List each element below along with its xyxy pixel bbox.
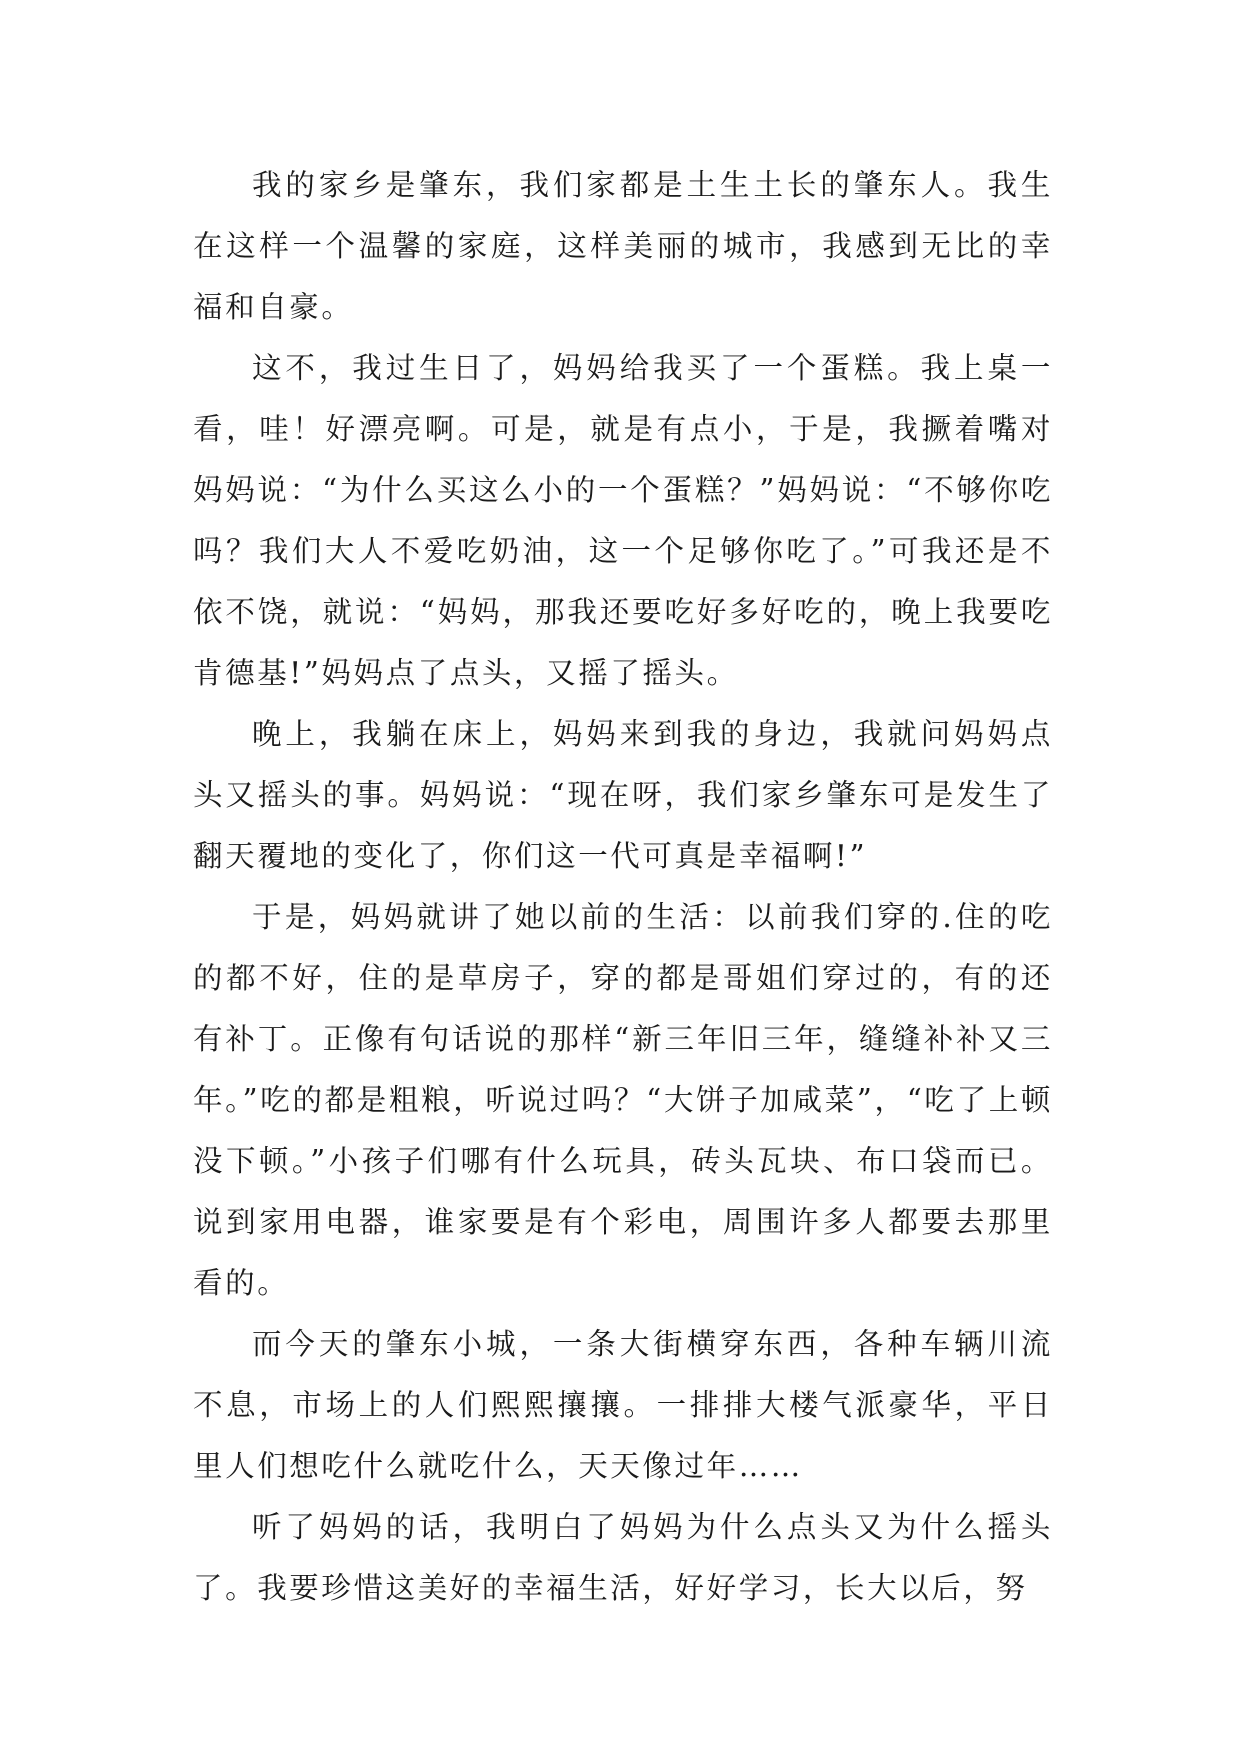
paragraph-evening-question: 晚上，我躺在床上，妈妈来到我的身边，我就问妈妈点头又摇头的事。妈妈说：“现在呀，我们家乡肇东可是发生了翻天覆地的变化了，你们这一代可真是幸福啊!” xyxy=(193,717,1053,873)
paragraph-past-life: 于是，妈妈就讲了她以前的生活：以前我们穿的.住的吃的都不好，住的是草房子，穿的都是哥姐们穿过的，有的还有补丁。正像有句话说的那样“新三年旧三年，缝缝补补又三年。”吃的都是粗粮，听说过吗？“大饼子加咸菜”，“吃了上顿没下顿。”小孩子们哪有什么玩具，砖头瓦块、布口袋而已。说到家用电器，谁家要是有个彩电，周围许多人都要去那里看的。 xyxy=(193,900,1053,1300)
paragraph-conclusion: 听了妈妈的话，我明白了妈妈为什么点头又为什么摇头了。我要珍惜这美好的幸福生活，好好学习，长大以后，努 xyxy=(193,1510,1053,1605)
paragraph-birthday-cake: 这不，我过生日了，妈妈给我买了一个蛋糕。我上桌一看，哇！好漂亮啊。可是，就是有点小，于是，我撅着嘴对妈妈说：“为什么买这么小的一个蛋糕？”妈妈说：“不够你吃吗？我们大人不爱吃奶油，这一个足够你吃了。”可我还是不依不饶，就说：“妈妈，那我还要吃好多好吃的，晚上我要吃肯德基!”妈妈点了点头，又摇了摇头。 xyxy=(193,351,1053,690)
essay-body xyxy=(193,155,1053,1619)
paragraph-hometown-intro: 我的家乡是肇东，我们家都是土生土长的肇东人。我生在这样一个温馨的家庭，这样美丽的城市，我感到无比的幸福和自豪。 xyxy=(193,168,1053,324)
paragraph-today-city: 而今天的肇东小城，一条大街横穿东西，各种车辆川流不息，市场上的人们熙熙攘攘。一排排大楼气派豪华，平日里人们想吃什么就吃什么，天天像过年…… xyxy=(193,1327,1053,1483)
